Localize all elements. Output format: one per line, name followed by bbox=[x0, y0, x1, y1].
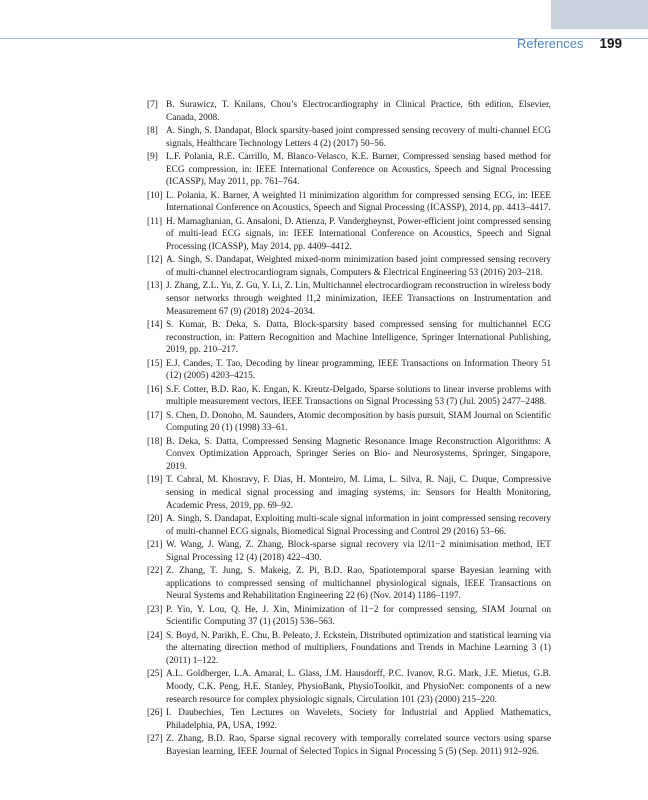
reference-number: [21] bbox=[147, 540, 163, 550]
reference-text: B. Surawicz, T. Knilans, Chou’s Electrocardiography in Clinical Practice, 6th edition, Elsevier, Canada, 2008. bbox=[166, 100, 551, 123]
reference-text: H. Mamaghanian, G. Ansaloni, D. Atienza, P. Vandergheynst, Power-efficient joint compressed sensing of multi-lead ECG signals, in: IEEE International Conference on Acoustics, Speech and Signal Processing (ICASSP), May 2014, pp. 4409–4412. bbox=[166, 216, 551, 252]
reference-entry bbox=[147, 474, 551, 512]
reference-number: [17] bbox=[147, 410, 163, 421]
running-header bbox=[517, 36, 622, 51]
reference-entry bbox=[147, 410, 551, 435]
reference-entry bbox=[147, 254, 551, 279]
reference-entry bbox=[147, 436, 551, 474]
reference-text: S. Kumar, B. Deka, S. Datta, Block-sparsity based compressed sensing for multichannel ECG reconstruction, in: Pattern Recognition and Machine Intelligence, Springer International Publishing, 2019, pp. 210–217. bbox=[166, 320, 551, 356]
reference-number: [26] bbox=[147, 707, 163, 718]
section-title: References bbox=[516, 36, 584, 51]
reference-text: P. Yin, Y. Lou, Q. He, J. Xin, Minimization of l1−2 for compressed sensing, SIAM Journal on Scientific Computing 37 (1) (2015) 536–563. bbox=[166, 604, 551, 628]
reference-list bbox=[147, 99, 551, 759]
reference-entry bbox=[147, 151, 551, 189]
reference-entry bbox=[147, 565, 551, 603]
reference-number: [16] bbox=[147, 384, 163, 395]
reference-entry bbox=[147, 733, 551, 758]
reference-entry bbox=[147, 99, 551, 124]
reference-entry bbox=[147, 630, 551, 668]
reference-entry bbox=[147, 358, 551, 383]
reference-number: [22] bbox=[147, 566, 163, 577]
reference-number: [27] bbox=[147, 733, 163, 744]
reference-entry bbox=[147, 280, 551, 318]
reference-number: [13] bbox=[147, 281, 163, 292]
reference-text: Z. Zhang, T. Jung, S. Makeig, Z. Pi, B.D. Rao, Spatiotemporal sparse Bayesian learning with applications to compressed sensing of multichannel physiological signals, IEEE Transactions on Neural Systems and Rehabilitation Engineering 22 (6) (Nov. 2014) 1186–1197. bbox=[166, 566, 551, 602]
reference-text: S. Chen, D. Donoho, M. Saunders, Atomic decomposition by basis pursuit, SIAM Journal on Scientific Computing 20 (1) (1998) 33–61. bbox=[166, 410, 551, 434]
reference-text: S. Boyd, N. Parikh, E. Chu, B. Peleato, J. Eckstein, Distributed optimization and statistical learning via the alternating direction method of multipliers, Foundations and Trends in Machine Learning 3 (1) (2011) 1–122. bbox=[166, 630, 551, 666]
reference-number: [24] bbox=[147, 630, 163, 641]
reference-entry bbox=[147, 216, 551, 254]
reference-text: L. Polania, K. Barner, A weighted l1 minimization algorithm for compressed sensing ECG, in: IEEE International Conference on Acoustics, Speech and Signal Processing (ICASSP), 2014, pp. 4413–4417. bbox=[166, 190, 551, 214]
page-number: 199 bbox=[599, 36, 622, 51]
reference-number: [14] bbox=[147, 320, 163, 330]
reference-entry bbox=[147, 707, 551, 732]
reference-number: [9] bbox=[147, 152, 158, 163]
reference-number: [19] bbox=[147, 475, 163, 486]
reference-entry bbox=[147, 513, 551, 538]
reference-text: J. Zhang, Z.L. Yu, Z. Gu, Y. Li, Z. Lin, Multichannel electrocardiogram reconstruction in wireless body sensor networks through weighted l1,2 minimization, IEEE Transactions on Instrumentation and Measurement 67 (9) (2018) 2024–2034. bbox=[166, 281, 551, 317]
reference-text: Z. Zhang, B.D. Rao, Sparse signal recovery with temporally correlated source vectors using sparse Bayesian learning, IEEE Journal of Selected Topics in Signal Processing 5 (5) (Sep. 2011) 912–926. bbox=[166, 733, 551, 757]
reference-entry bbox=[147, 604, 551, 629]
reference-number: [18] bbox=[147, 436, 163, 447]
reference-number: [20] bbox=[147, 513, 163, 524]
header-tab-bar bbox=[551, 0, 648, 29]
reference-number: [10] bbox=[147, 190, 163, 201]
reference-entry bbox=[147, 668, 551, 706]
reference-number: [11] bbox=[147, 216, 163, 227]
reference-entry bbox=[147, 539, 551, 564]
reference-text: S.F. Cotter, B.D. Rao, K. Engan, K. Kreutz-Delgado, Sparse solutions to linear inverse problems with multiple measurement vectors, IEEE Transactions on Signal Processing 53 (7) (Jul. 2005) 2477–2488. bbox=[166, 384, 551, 408]
reference-number: [8] bbox=[147, 126, 158, 137]
reference-text: T. Cabral, M. Khosravy, F. Dias, H. Monteiro, M. Lima, L. Silva, R. Naji, C. Duque, Compressive sensing in medical signal processing and imaging systems, in: Sensors for Health Monitoring, Academic Press, 2019, pp. 69–92. bbox=[166, 475, 551, 511]
reference-text: A. Singh, S. Dandapat, Exploiting multi-scale signal information in joint compressed sensing recovery of multi-channel ECG signals, Biomedical Signal Processing and Control 29 (2016) 53–66. bbox=[166, 513, 551, 537]
reference-text: L.F. Polania, R.E. Carrillo, M. Blanco-Velasco, K.E. Barner, Compressed sensing based method for ECG compression, in: IEEE International Conference on Acoustics, Speech and Signal Processing (ICASSP), May 2011, pp. 761–764. bbox=[166, 152, 551, 188]
reference-entry bbox=[147, 319, 551, 357]
reference-text: A. Singh, S. Dandapat, Weighted mixed-norm minimization based joint compressed sensing recovery of multi-channel electrocardiogram signals, Computers & Electrical Engineering 53 (2016) 203–218. bbox=[166, 255, 551, 278]
reference-number: [25] bbox=[147, 669, 163, 680]
reference-text: B. Deka, S. Datta, Compressed Sensing Magnetic Resonance Image Reconstruction Algorithms: A Convex Optimization Approach, Springer Series on Bio- and Neurosystems, Springer, Singapore, 2019. bbox=[166, 436, 551, 472]
reference-number: [7] bbox=[147, 100, 158, 110]
reference-text: A. Singh, S. Dandapat, Block sparsity-based joint compressed sensing recovery of multi-channel ECG signals, Healthcare Technology Letters 4 (2) (2017) 50–56. bbox=[166, 126, 551, 149]
reference-text: A.L. Goldberger, L.A. Amaral, L. Glass, J.M. Hausdorff, P.C. Ivanov, R.G. Mark, J.E. Mietus, G.B. Moody, C.K. Peng, H.E. Stanley, PhysioBank, PhysioToolkit, and PhysioNet: components of a new research resource for complex physiologic signals, Circulation 101 (23) (2000) 215–220. bbox=[166, 669, 551, 705]
reference-number: [12] bbox=[147, 255, 163, 266]
reference-entry bbox=[147, 384, 551, 409]
reference-entry bbox=[147, 125, 551, 150]
reference-number: [23] bbox=[147, 604, 163, 615]
reference-text: W. Wang, J. Wang, Z. Zhang, Block-sparse signal recovery via l2/l1−2 minimisation method, IET Signal Processing 12 (4) (2018) 422–430. bbox=[166, 540, 551, 563]
reference-text: I. Daubechies, Ten Lectures on Wavelets, Society for Industrial and Applied Mathematics, Philadelphia, PA, USA, 1992. bbox=[166, 707, 551, 731]
reference-number: [15] bbox=[147, 358, 163, 369]
reference-text: E.J. Candes, T. Tao, Decoding by linear programming, IEEE Transactions on Information Theory 51 (12) (2005) 4203–4215. bbox=[166, 358, 551, 382]
reference-entry bbox=[147, 190, 551, 215]
